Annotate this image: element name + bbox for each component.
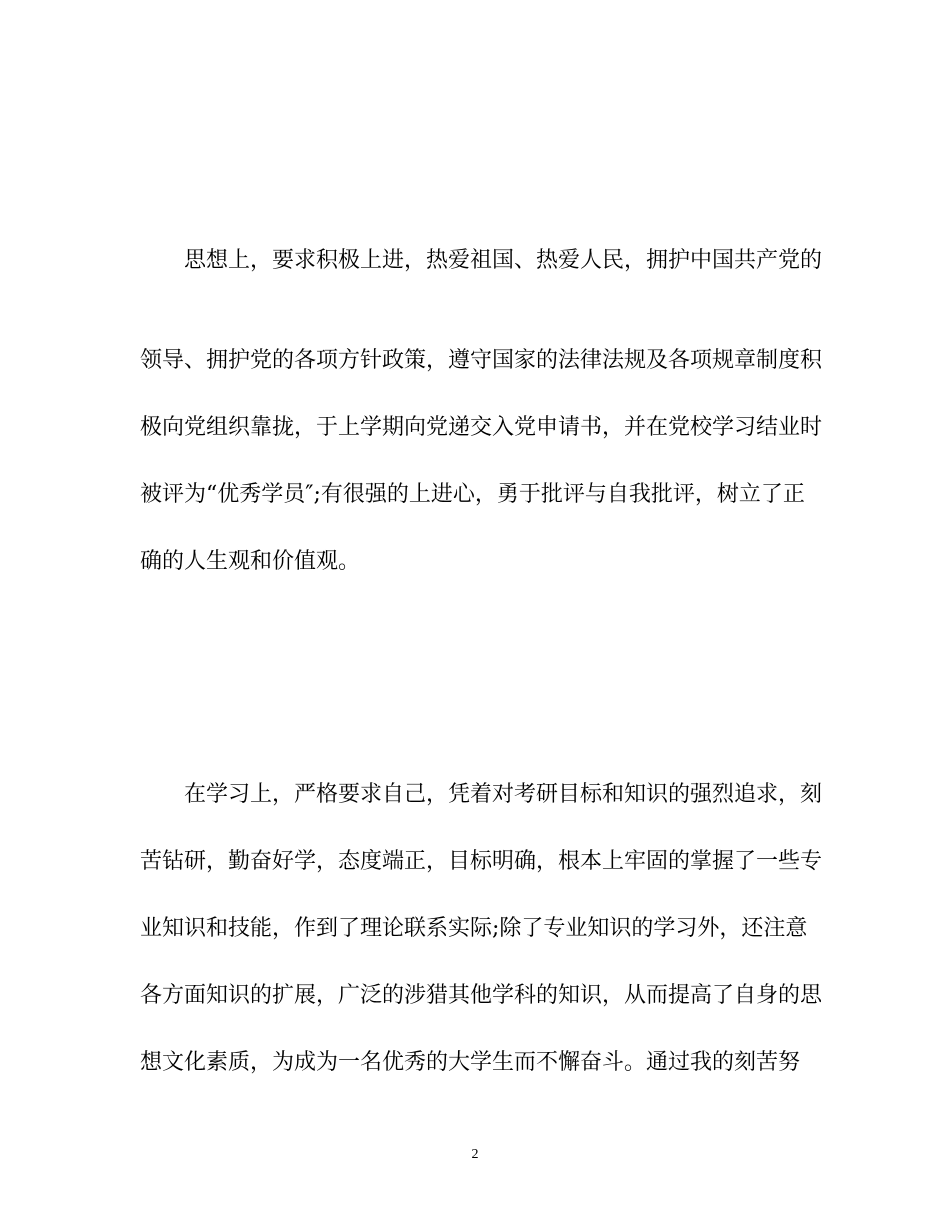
- paragraph-line: 被评为“优秀学员″;有很强的上进心，勇于批评与自我批评，树立了正: [140, 482, 805, 507]
- paragraph-line: 思想上，要求积极上进，热爱祖国、热爱人民，拥护中国共产党的: [140, 248, 823, 273]
- paragraph-line: 极向党组织靠拢，于上学期向党递交入党申请书，并在党校学习结业时: [140, 415, 823, 440]
- paragraph-line: 业知识和技能，作到了理论联系实际;除了专业知识的学习外，还注意: [140, 916, 808, 941]
- paragraph-line: 苦钻研，勤奋好学，态度端正，目标明确，根本上牢固的掌握了一些专: [140, 849, 823, 874]
- paragraph-line: 在学习上，严格要求自己，凭着对考研目标和知识的强烈追求，刻: [140, 782, 823, 807]
- page-number: 2: [471, 1147, 479, 1162]
- paragraph-line: 各方面知识的扩展，广泛的涉猎其他学科的知识，从而提高了自身的思: [140, 983, 823, 1008]
- paragraph-line: 领导、拥护党的各项方针政策，遵守国家的法律法规及各项规章制度积: [140, 348, 823, 373]
- paragraph-line: 想文化素质，为成为一名优秀的大学生而不懈奋斗。通过我的刻苦努: [140, 1050, 801, 1075]
- paragraph-line: 确的人生观和价值观。: [140, 549, 361, 574]
